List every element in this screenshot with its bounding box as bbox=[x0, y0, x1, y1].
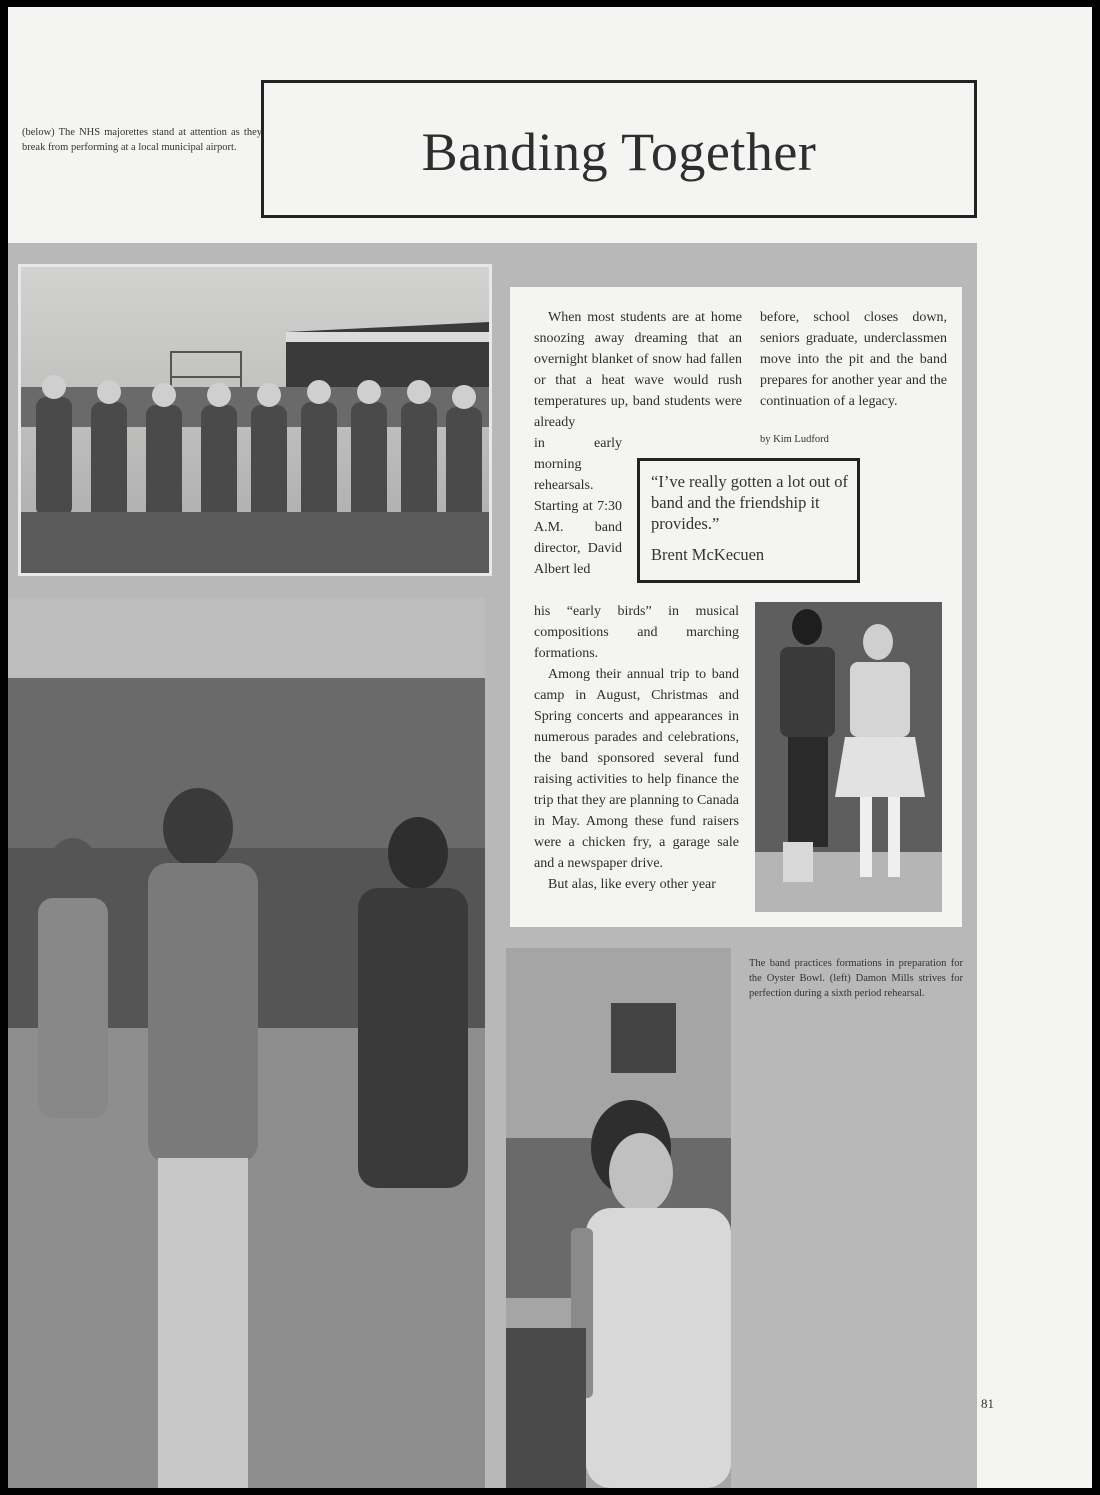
pull-quote-author: Brent McKecuen bbox=[651, 545, 765, 564]
pull-quote-text: “I’ve really gotten a lot out of band and the friendship it provides.” bbox=[651, 472, 849, 533]
pull-quote-box bbox=[637, 458, 860, 583]
bottom-photo-caption: The band practices formations in preparation for the Oyster Bowl. (left) Damon Mills strives for perfection during a sixth period rehearsal. bbox=[749, 958, 963, 999]
yearbook-page bbox=[8, 7, 1092, 1488]
page-number: 81 bbox=[981, 1396, 994, 1411]
article-col1-intro: When most students are at home snoozing away dreaming that an overnight blanket of snow had fallen or that a heat wave would rush temperatures up, band students were already bbox=[534, 310, 742, 430]
title-box bbox=[261, 80, 977, 218]
article-paragraph-3: But alas, like every other year bbox=[548, 877, 716, 892]
article-paragraph-2: Among their annual trip to band camp in August, Christmas and Spring concerts and appearances in numerous parades and celebrations, the band sponsored several fund raising activities to help finance the trip that they are planning to Canada in May. Among these fund raisers were a chicken fry, a garage sale and a newspaper drive. bbox=[534, 667, 739, 871]
article-col1-continued bbox=[534, 601, 739, 895]
article-col1-narrow: in early morning rehearsals. Starting at 7:30 A.M. band director, David Albert led bbox=[534, 436, 622, 577]
article-byline: by Kim Ludford bbox=[760, 434, 829, 445]
saxophone-player-photo bbox=[506, 948, 731, 1488]
drum-major-majorette-photo bbox=[755, 602, 942, 912]
page-title: Banding Together bbox=[421, 122, 817, 182]
band-field-photo bbox=[8, 598, 485, 1488]
article-paragraph-1-end: his “early birds” in musical compositions and marching formations. bbox=[534, 604, 739, 661]
majorettes-photo bbox=[18, 264, 492, 576]
article-col2: before, school closes down, seniors graduate, underclassmen move into the pit and the band prepares for another year and the continuation of a legacy. bbox=[760, 310, 947, 409]
top-photo-caption: (below) The NHS majorettes stand at attention as they break from performing at a local municipal airport. bbox=[22, 127, 262, 153]
